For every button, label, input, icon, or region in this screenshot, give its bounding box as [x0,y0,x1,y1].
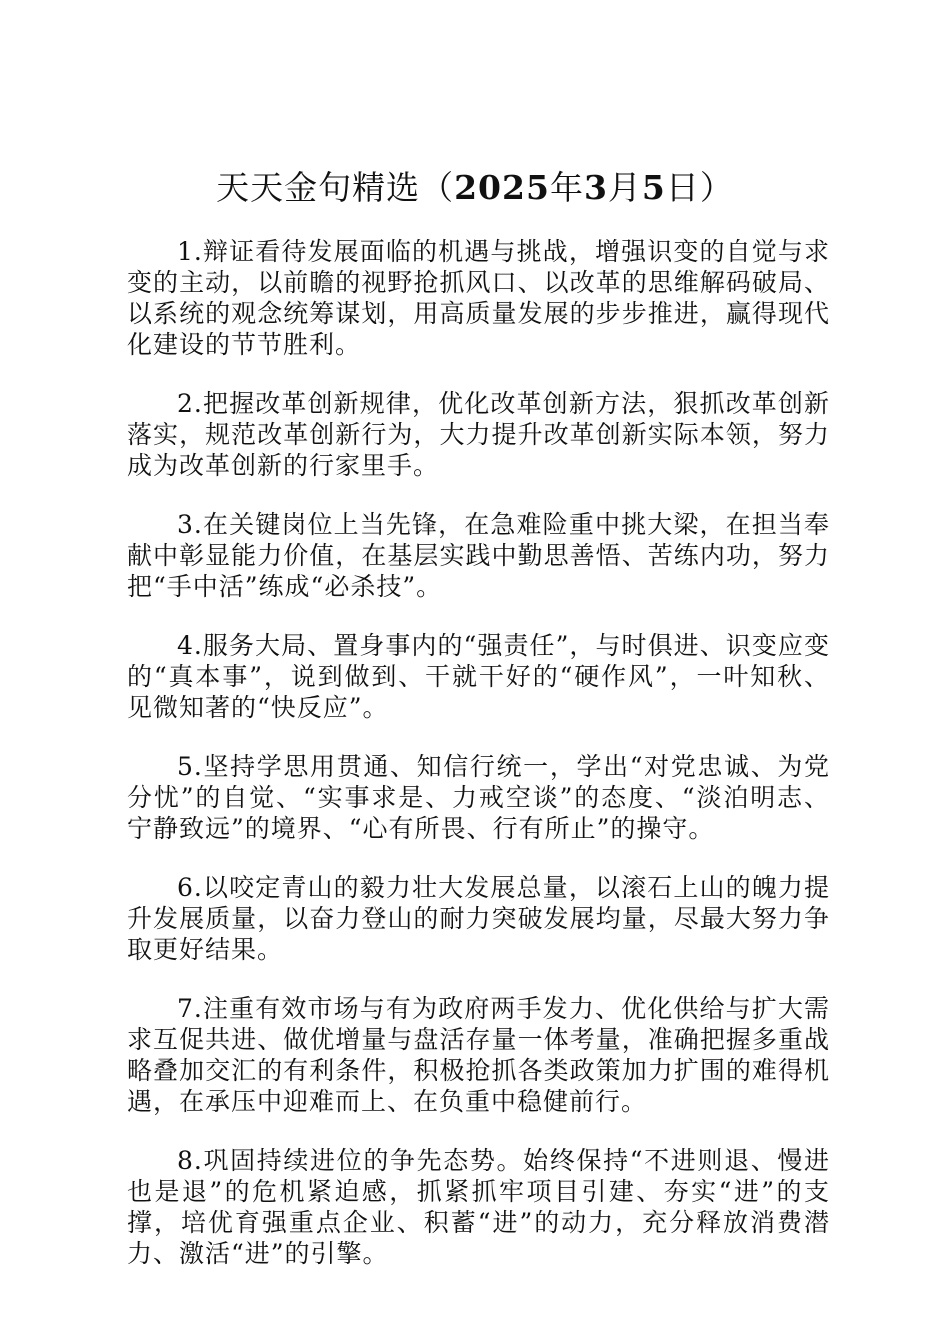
quote-item-5: 5.坚持学思用贯通、知信行统一，学出“对党忠诚、为党分忧”的自觉、“实事求是、力戒空谈”的态度、“淡泊明志、宁静致远”的境界、“心有所畏、行有所止”的操守。 [127,752,830,843]
quote-item-1: 1.辩证看待发展面临的机遇与挑战，增强识变的自觉与求变的主动，以前瞻的视野抢抓风口、以改革的思维解码破局、以系统的观念统筹谋划，用高质量发展的步步推进，赢得现代化建设的节节胜利。 [127,237,830,359]
title-text-month-unit: 月 [607,168,642,207]
title-month: 3 [583,168,608,207]
quote-list [127,236,830,1297]
title-text-1: 天天金句精选（ [216,168,455,207]
quote-item-8: 8.巩固持续进位的争先态势。始终保持“不进则退、慢进也是退”的危机紧迫感，抓紧抓牢项目引建、夯实“进”的支撑，培优育强重点企业、积蓄“进”的动力，充分释放消费潜力、激活“进”的引擎。 [127,1146,830,1268]
title-year: 2025 [454,168,550,207]
quote-item-4: 4.服务大局、置身事内的“强责任”，与时俱进、识变应变的“真本事”，说到做到、干就干好的“硬作风”，一叶知秋、见微知著的“快反应”。 [127,631,830,722]
quote-item-6: 6.以咬定青山的毅力壮大发展总量，以滚石上山的魄力提升发展质量，以奋力登山的耐力突破发展均量，尽最大努力争取更好结果。 [127,873,830,964]
title-text-day-unit: 日） [665,168,734,207]
title-text-year-unit: 年 [549,168,584,207]
quote-item-2: 2.把握改革创新规律，优化改革创新方法，狠抓改革创新落实，规范改革创新行为，大力提升改革创新实际本领，努力成为改革创新的行家里手。 [127,389,830,480]
title-day: 5 [641,168,666,207]
document-title [0,166,950,210]
quote-item-7: 7.注重有效市场与有为政府两手发力、优化供给与扩大需求互促共进、做优增量与盘活存量一体考量，准确把握多重战略叠加交汇的有利条件，积极抢抓各类政策加力扩围的难得机遇，在承压中迎难而上、在负重中稳健前行。 [127,994,830,1116]
quote-item-3: 3.在关键岗位上当先锋，在急难险重中挑大梁，在担当奉献中彰显能力价值，在基层实践中勤思善悟、苦练内功，努力把“手中活”练成“必杀技”。 [127,510,830,601]
